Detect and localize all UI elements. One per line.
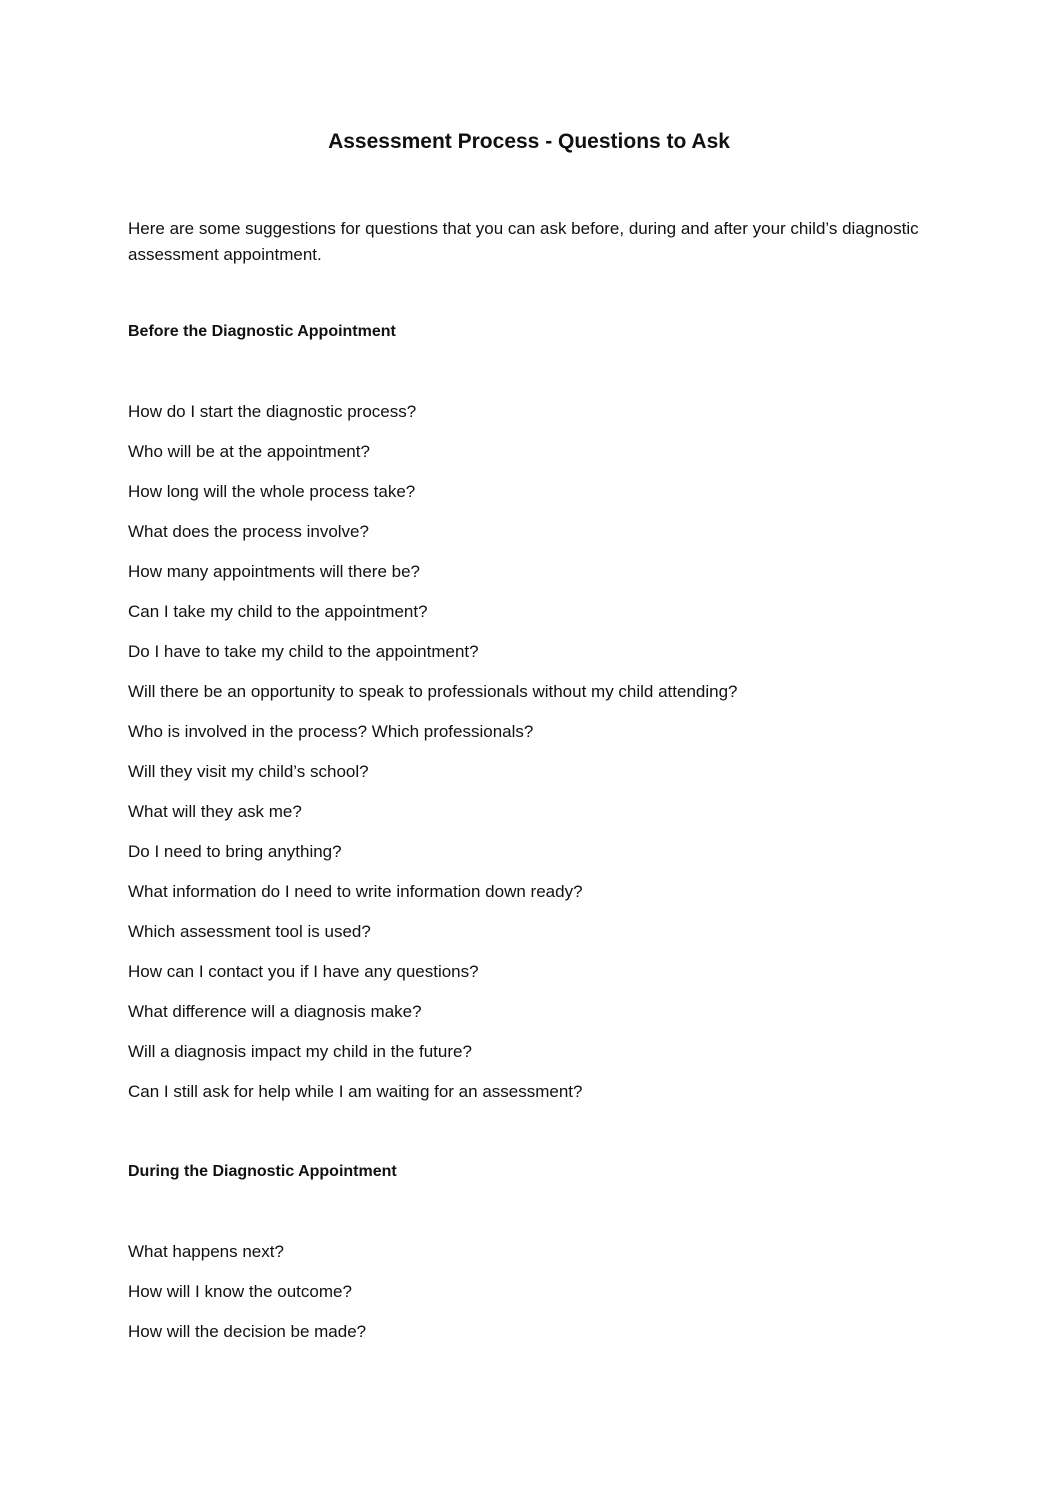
question-item: How will the decision be made? xyxy=(128,1322,367,1341)
question-item: How can I contact you if I have any questions? xyxy=(128,962,479,981)
question-item: Which assessment tool is used? xyxy=(128,922,371,941)
page-title: Assessment Process - Questions to Ask xyxy=(328,130,730,153)
question-item: Will a diagnosis impact my child in the future? xyxy=(128,1042,472,1061)
question-item: What does the process involve? xyxy=(128,522,369,541)
question-item: Can I still ask for help while I am waiting for an assessment? xyxy=(128,1082,583,1101)
question-item: What difference will a diagnosis make? xyxy=(128,1002,422,1021)
question-item: Will there be an opportunity to speak to professionals without my child attending? xyxy=(128,682,738,701)
question-list-before xyxy=(128,402,738,1122)
intro-paragraph: Here are some suggestions for questions that you can ask before, during and after your child’s diagnostic assessment appointment. xyxy=(128,219,919,264)
question-item: How many appointments will there be? xyxy=(128,562,420,581)
question-list-during xyxy=(128,1242,366,1362)
question-item: What happens next? xyxy=(128,1242,284,1261)
section-heading-during: During the Diagnostic Appointment xyxy=(128,1163,397,1180)
question-item: Will they visit my child’s school? xyxy=(128,762,369,781)
question-item: What information do I need to write information down ready? xyxy=(128,882,583,901)
question-item: Who will be at the appointment? xyxy=(128,442,370,461)
question-item: Who is involved in the process? Which professionals? xyxy=(128,722,534,741)
question-item: Can I take my child to the appointment? xyxy=(128,602,428,621)
question-item: Do I need to bring anything? xyxy=(128,842,342,861)
question-item: Do I have to take my child to the appointment? xyxy=(128,642,479,661)
question-item: What will they ask me? xyxy=(128,802,302,821)
question-item: How long will the whole process take? xyxy=(128,482,416,501)
question-item: How do I start the diagnostic process? xyxy=(128,402,417,421)
question-item: How will I know the outcome? xyxy=(128,1282,352,1301)
section-heading-before: Before the Diagnostic Appointment xyxy=(128,323,396,340)
